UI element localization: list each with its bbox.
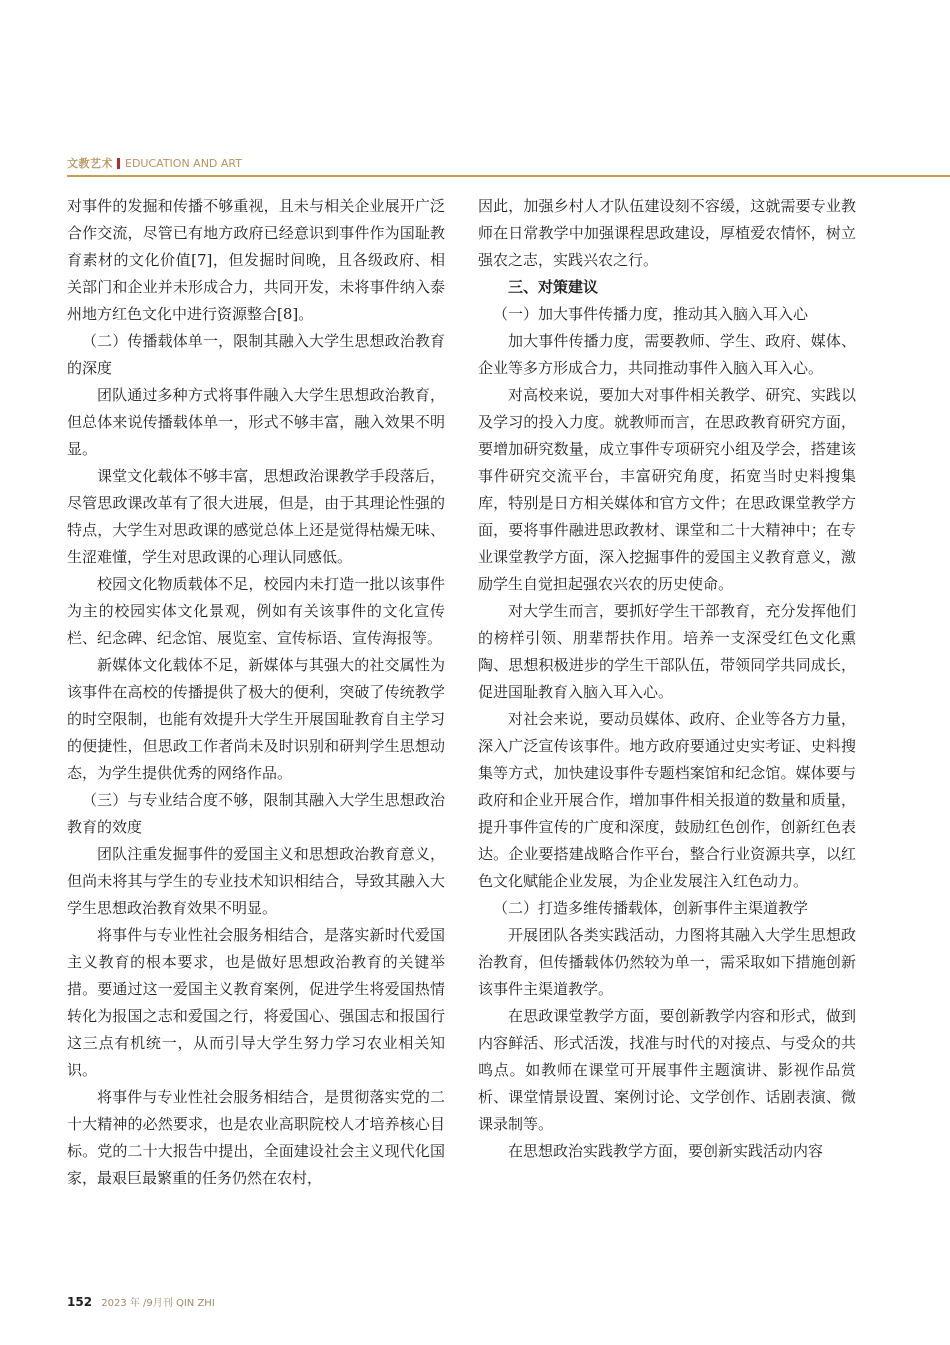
paragraph: 课堂文化载体不够丰富，思想政治课教学手段落后，尽管思政课改革有了很大进展，但是，由于其理论性强的特点，大学生对思政课的感觉总体上还是觉得枯燥无味、生涩难懂，学生对思政课的心理认同感低。 xyxy=(67,467,445,566)
paragraph: 将事件与专业性社会服务相结合，是贯彻落实党的二十大精神的必然要求，也是农业高职院校人才培养核心目标。党的二十大报告中提出，全面建设社会主义现代化国家，最艰巨最繁重的任务仍然在农村， xyxy=(67,1088,445,1187)
header-divider-mark xyxy=(117,158,120,169)
paragraph: 开展团队各类实践活动，力图将其融入大学生思想政治教育，但传播载体仍然较为单一，需采取如下措施创新该事件主渠道教学。 xyxy=(478,926,856,998)
right-column xyxy=(478,193,856,1283)
paragraph: 对事件的发掘和传播不够重视，且未与相关企业展开广泛合作交流，尽管已有地方政府已经意识到事件作为国耻教育素材的文化价值[7]，但发掘时间晚，且各级政府、相关部门和企业并未形成合力，共同开发，未将事件纳入泰州地方红色文化中进行资源整合[8]。 xyxy=(67,197,445,323)
section-title-en: EDUCATION AND ART xyxy=(125,156,242,170)
paragraph: 在思想政治实践教学方面，要创新实践活动内容 xyxy=(508,1142,824,1160)
subheading: （一）加大事件传播力度，推动其入脑入耳入心 xyxy=(493,305,809,323)
paragraph: 因此，加强乡村人才队伍建设刻不容缓，这就需要专业教师在日常教学中加强课程思政建设，厚植爱农情怀，树立强农之志，实践兴农之行。 xyxy=(478,197,856,269)
left-column xyxy=(67,193,445,1283)
subheading: （二）传播载体单一，限制其融入大学生思想政治教育的深度 xyxy=(67,332,445,377)
page-footer xyxy=(67,1294,215,1309)
running-header xyxy=(67,155,242,171)
paragraph: 团队通过多种方式将事件融入大学生思想政治教育，但总体来说传播载体单一，形式不够丰富，融入效果不明显。 xyxy=(67,386,445,458)
paragraph: 对高校来说，要加大对事件相关教学、研究、实践以及学习的投入力度。就教师而言，在思政教育研究方面，要增加研究数量，成立事件专项研究小组及学会，搭建该事件研究交流平台，丰富研究角度，拓宽当时史料搜集库，特别是日方相关媒体和官方文件；在思政课堂教学方面，要将事件融进思政教材、课堂和二十大精神中；在专业课堂教学方面，深入挖掘事件的爱国主义教育意义，激励学生自觉担起强农兴农的历史使命。 xyxy=(478,386,856,593)
paragraph: 加大事件传播力度，需要教师、学生、政府、媒体、企业等多方形成合力，共同推动事件入脑入耳入心。 xyxy=(478,332,856,377)
issue-info: 2023 年 /9月刊 QIN ZHI xyxy=(101,1298,215,1309)
paragraph: 对社会来说，要动员媒体、政府、企业等各方力量，深入广泛宣传该事件。地方政府要通过史实考证、史料搜集等方式，加快建设事件专题档案馆和纪念馆。媒体要与政府和企业开展合作，增加事件相关报道的数量和质量，提升事件宣传的广度和深度，鼓励红色创作，创新红色表达。企业要搭建战略合作平台，整合行业资源共享，以红色文化赋能企业发展，为企业发展注入红色动力。 xyxy=(478,710,856,890)
page-number: 152 xyxy=(67,1295,93,1309)
header-rule xyxy=(67,175,950,177)
paragraph: 在思政课堂教学方面，要创新教学内容和形式，做到内容鲜活、形式活泼，找准与时代的对接点、与受众的共鸣点。如教师在课堂可开展事件主题演讲、影视作品赏析、课堂情景设置、案例讨论、文学创作、话剧表演、微课录制等。 xyxy=(478,1007,856,1133)
paragraph: 团队注重发掘事件的爱国主义和思想政治教育意义，但尚未将其与学生的专业技术知识相结合，导致其融入大学生思想政治教育效果不明显。 xyxy=(67,845,445,917)
subheading: （三）与专业结合度不够，限制其融入大学生思想政治教育的效度 xyxy=(67,791,445,836)
paragraph: 新媒体文化载体不足，新媒体与其强大的社交属性为该事件在高校的传播提供了极大的便利，突破了传统教学的时空限制，也能有效提升大学生开展国耻教育自主学习的便捷性，但思政工作者尚未及时识别和研判学生思想动态，为学生提供优秀的网络作品。 xyxy=(67,656,445,782)
paragraph: 将事件与专业性社会服务相结合，是落实新时代爱国主义教育的根本要求，也是做好思想政治教育的关键举措。要通过这一爱国主义教育案例，促进学生将爱国热情转化为报国之志和爱国之行，将爱国心、强国志和报国行这三点有机统一，从而引导大学生努力学习农业相关知识。 xyxy=(67,926,445,1079)
subheading: （二）打造多维传播载体，创新事件主渠道教学 xyxy=(493,899,809,917)
section-heading: 三、对策建议 xyxy=(508,278,599,296)
paragraph: 校园文化物质载体不足，校园内未打造一批以该事件为主的校园实体文化景观，例如有关该事件的文化宣传栏、纪念碑、纪念馆、展览室、宣传标语、宣传海报等。 xyxy=(67,575,445,647)
section-title-cn: 文教艺术 xyxy=(67,157,113,170)
paragraph: 对大学生而言，要抓好学生干部教育，充分发挥他们的榜样引领、朋辈帮扶作用。培养一支深受红色文化熏陶、思想积极进步的学生干部队伍，带领同学共同成长，促进国耻教育入脑入耳入心。 xyxy=(478,602,856,701)
